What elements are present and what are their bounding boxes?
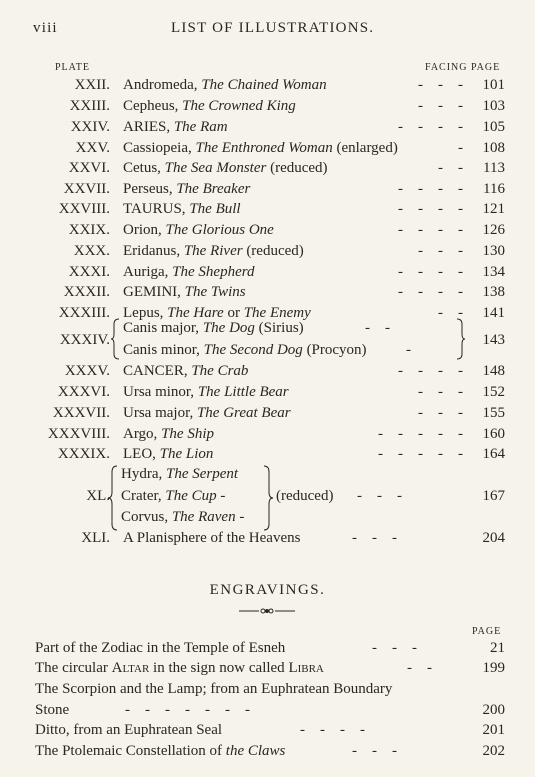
leader-dashes: - - -	[418, 405, 463, 421]
page-number: 138	[482, 284, 505, 300]
plate-title: Eridanus, The River (reduced)	[123, 243, 304, 259]
page-number: 164	[482, 446, 505, 462]
plate-title: Canis major, The Dog (Sirius)	[123, 320, 304, 336]
plate-title: ARIES, The Ram	[123, 119, 228, 135]
leader-dashes: - - -	[352, 530, 397, 546]
leader-dashes: - - -	[418, 98, 463, 114]
left-brace-icon	[111, 318, 121, 360]
engraving-title: Ditto, from an Euphratean Seal	[35, 722, 223, 738]
leader-dashes: - - - -	[300, 722, 365, 738]
leader-dashes: - - - -	[398, 181, 463, 197]
plate-title: A Planisphere of the Heavens	[123, 530, 301, 546]
page-number: 108	[482, 140, 505, 156]
plate-title: Argo, The Ship	[123, 426, 214, 442]
leader-dashes: - - -	[357, 488, 402, 504]
plate-number: XXIII.	[69, 98, 110, 114]
page-number: 202	[482, 743, 505, 759]
page-number: 134	[482, 264, 505, 280]
page-number: 152	[482, 384, 505, 400]
leader-dashes: -	[458, 140, 463, 156]
leader-dashes: - - - -	[398, 119, 463, 135]
plate-number: XLI.	[81, 530, 110, 546]
engraving-title: The Ptolemaic Constellation of the Claws	[35, 743, 286, 759]
plate-number: XXXIV.	[59, 332, 110, 348]
right-brace-icon	[263, 465, 273, 531]
ornament-divider	[237, 606, 297, 616]
plate-number: XXIX.	[68, 222, 110, 238]
plate-column-header: PLATE	[55, 62, 90, 73]
plate-title: CANCER, The Crab	[123, 363, 249, 379]
plate-number: XXVI.	[68, 160, 110, 176]
plate-title: Orion, The Glorious One	[123, 222, 274, 238]
leader-dashes: - - -	[352, 743, 397, 759]
plate-title: Ursa major, The Great Bear	[123, 405, 291, 421]
engraving-title: The circular Altar in the sign now called Libra	[35, 660, 324, 676]
leader-dashes: - - - -	[398, 264, 463, 280]
page-number: 201	[482, 722, 505, 738]
plate-number: XXXIX.	[57, 446, 110, 462]
plate-number: XXXIII.	[58, 305, 110, 321]
page-number: 105	[482, 119, 505, 135]
reduced-note: (reduced)	[276, 488, 334, 504]
plate-title: Lepus, The Hare or The Enemy	[123, 305, 311, 321]
leader-dashes: - -	[365, 320, 390, 336]
plate-number: XXIV.	[70, 119, 110, 135]
page-number: 143	[482, 332, 505, 348]
engraving-title: Stone	[35, 702, 70, 718]
page-number: 101	[482, 77, 505, 93]
plate-number: XXVII.	[63, 181, 110, 197]
left-brace-icon	[108, 465, 118, 531]
leader-dashes: - - - - - - -	[125, 702, 250, 718]
page-number: 200	[482, 702, 505, 718]
page-number: 199	[482, 660, 505, 676]
page-number: 126	[482, 222, 505, 238]
leader-dashes: - - -	[418, 77, 463, 93]
page-number: 160	[482, 426, 505, 442]
page-number: 167	[482, 488, 505, 504]
page-column-header: PAGE	[472, 626, 502, 637]
plate-title: TAURUS, The Bull	[123, 201, 241, 217]
plate-title: LEO, The Lion	[123, 446, 214, 462]
leader-dashes: - -	[407, 660, 432, 676]
plate-title: Cepheus, The Crowned King	[123, 98, 296, 114]
plate-title: Andromeda, The Chained Woman	[123, 77, 327, 93]
page-number: 116	[483, 181, 505, 197]
plate-title: GEMINI, The Twins	[123, 284, 246, 300]
plate-number: XXXVI.	[57, 384, 110, 400]
leader-dashes: - - - -	[398, 222, 463, 238]
plate-title: Cassiopeia, The Enthroned Woman (enlarged)	[123, 140, 398, 156]
plate-number: XXXI.	[68, 264, 110, 280]
plate-number: XXXV.	[64, 363, 110, 379]
page-number: 148	[482, 363, 505, 379]
page-number: 155	[482, 405, 505, 421]
right-brace-icon	[455, 318, 465, 360]
leader-dashes: - - -	[372, 640, 417, 656]
plate-number: XL.	[86, 488, 110, 504]
page-number: 204	[482, 530, 505, 546]
plate-number: XXXII.	[63, 284, 110, 300]
plate-number: XXXVIII.	[47, 426, 110, 442]
leader-dashes: - - - -	[398, 363, 463, 379]
engraving-title: The Scorpion and the Lamp; from an Euphratean Boundary	[35, 681, 393, 697]
engravings-heading: ENGRAVINGS.	[209, 582, 326, 598]
page-number: 121	[482, 201, 505, 217]
engraving-title: Part of the Zodiac in the Temple of Esneh	[35, 640, 286, 656]
leader-dashes: - - - - -	[378, 426, 463, 442]
plate-title: Canis minor, The Second Dog (Procyon)	[123, 342, 367, 358]
plate-title: Hydra, The Serpent	[121, 466, 239, 482]
leader-dashes: - - - - -	[378, 446, 463, 462]
facing-page-column-header: FACING PAGE	[425, 62, 501, 73]
page-number: 103	[482, 98, 505, 114]
plate-title: Ursa minor, The Little Bear	[123, 384, 289, 400]
leader-dashes: - -	[438, 160, 463, 176]
plate-number: XXVIII.	[58, 201, 110, 217]
leader-dashes: - -	[438, 305, 463, 321]
plate-title: Corvus, The Raven -	[121, 509, 245, 525]
leader-dashes: - - - -	[398, 284, 463, 300]
page-title: LIST OF ILLUSTRATIONS.	[171, 20, 375, 36]
plate-title: Cetus, The Sea Monster (reduced)	[123, 160, 328, 176]
leader-dashes: - - -	[418, 384, 463, 400]
plate-title: Auriga, The Shepherd	[123, 264, 255, 280]
page-number: 21	[490, 640, 505, 656]
page-number: 113	[483, 160, 505, 176]
plate-number: XXXVII.	[52, 405, 110, 421]
plate-number: XXX.	[73, 243, 110, 259]
leader-dashes: - - -	[418, 243, 463, 259]
leader-dashes: - - - -	[398, 201, 463, 217]
plate-title: Crater, The Cup -	[121, 488, 226, 504]
page-numeral: viii	[33, 20, 58, 36]
leader-dashes: -	[406, 342, 411, 358]
plate-number: XXII.	[74, 77, 110, 93]
page-number: 130	[482, 243, 505, 259]
plate-title: Perseus, The Breaker	[123, 181, 251, 197]
plate-number: XXV.	[75, 140, 110, 156]
page-number: 141	[482, 305, 505, 321]
